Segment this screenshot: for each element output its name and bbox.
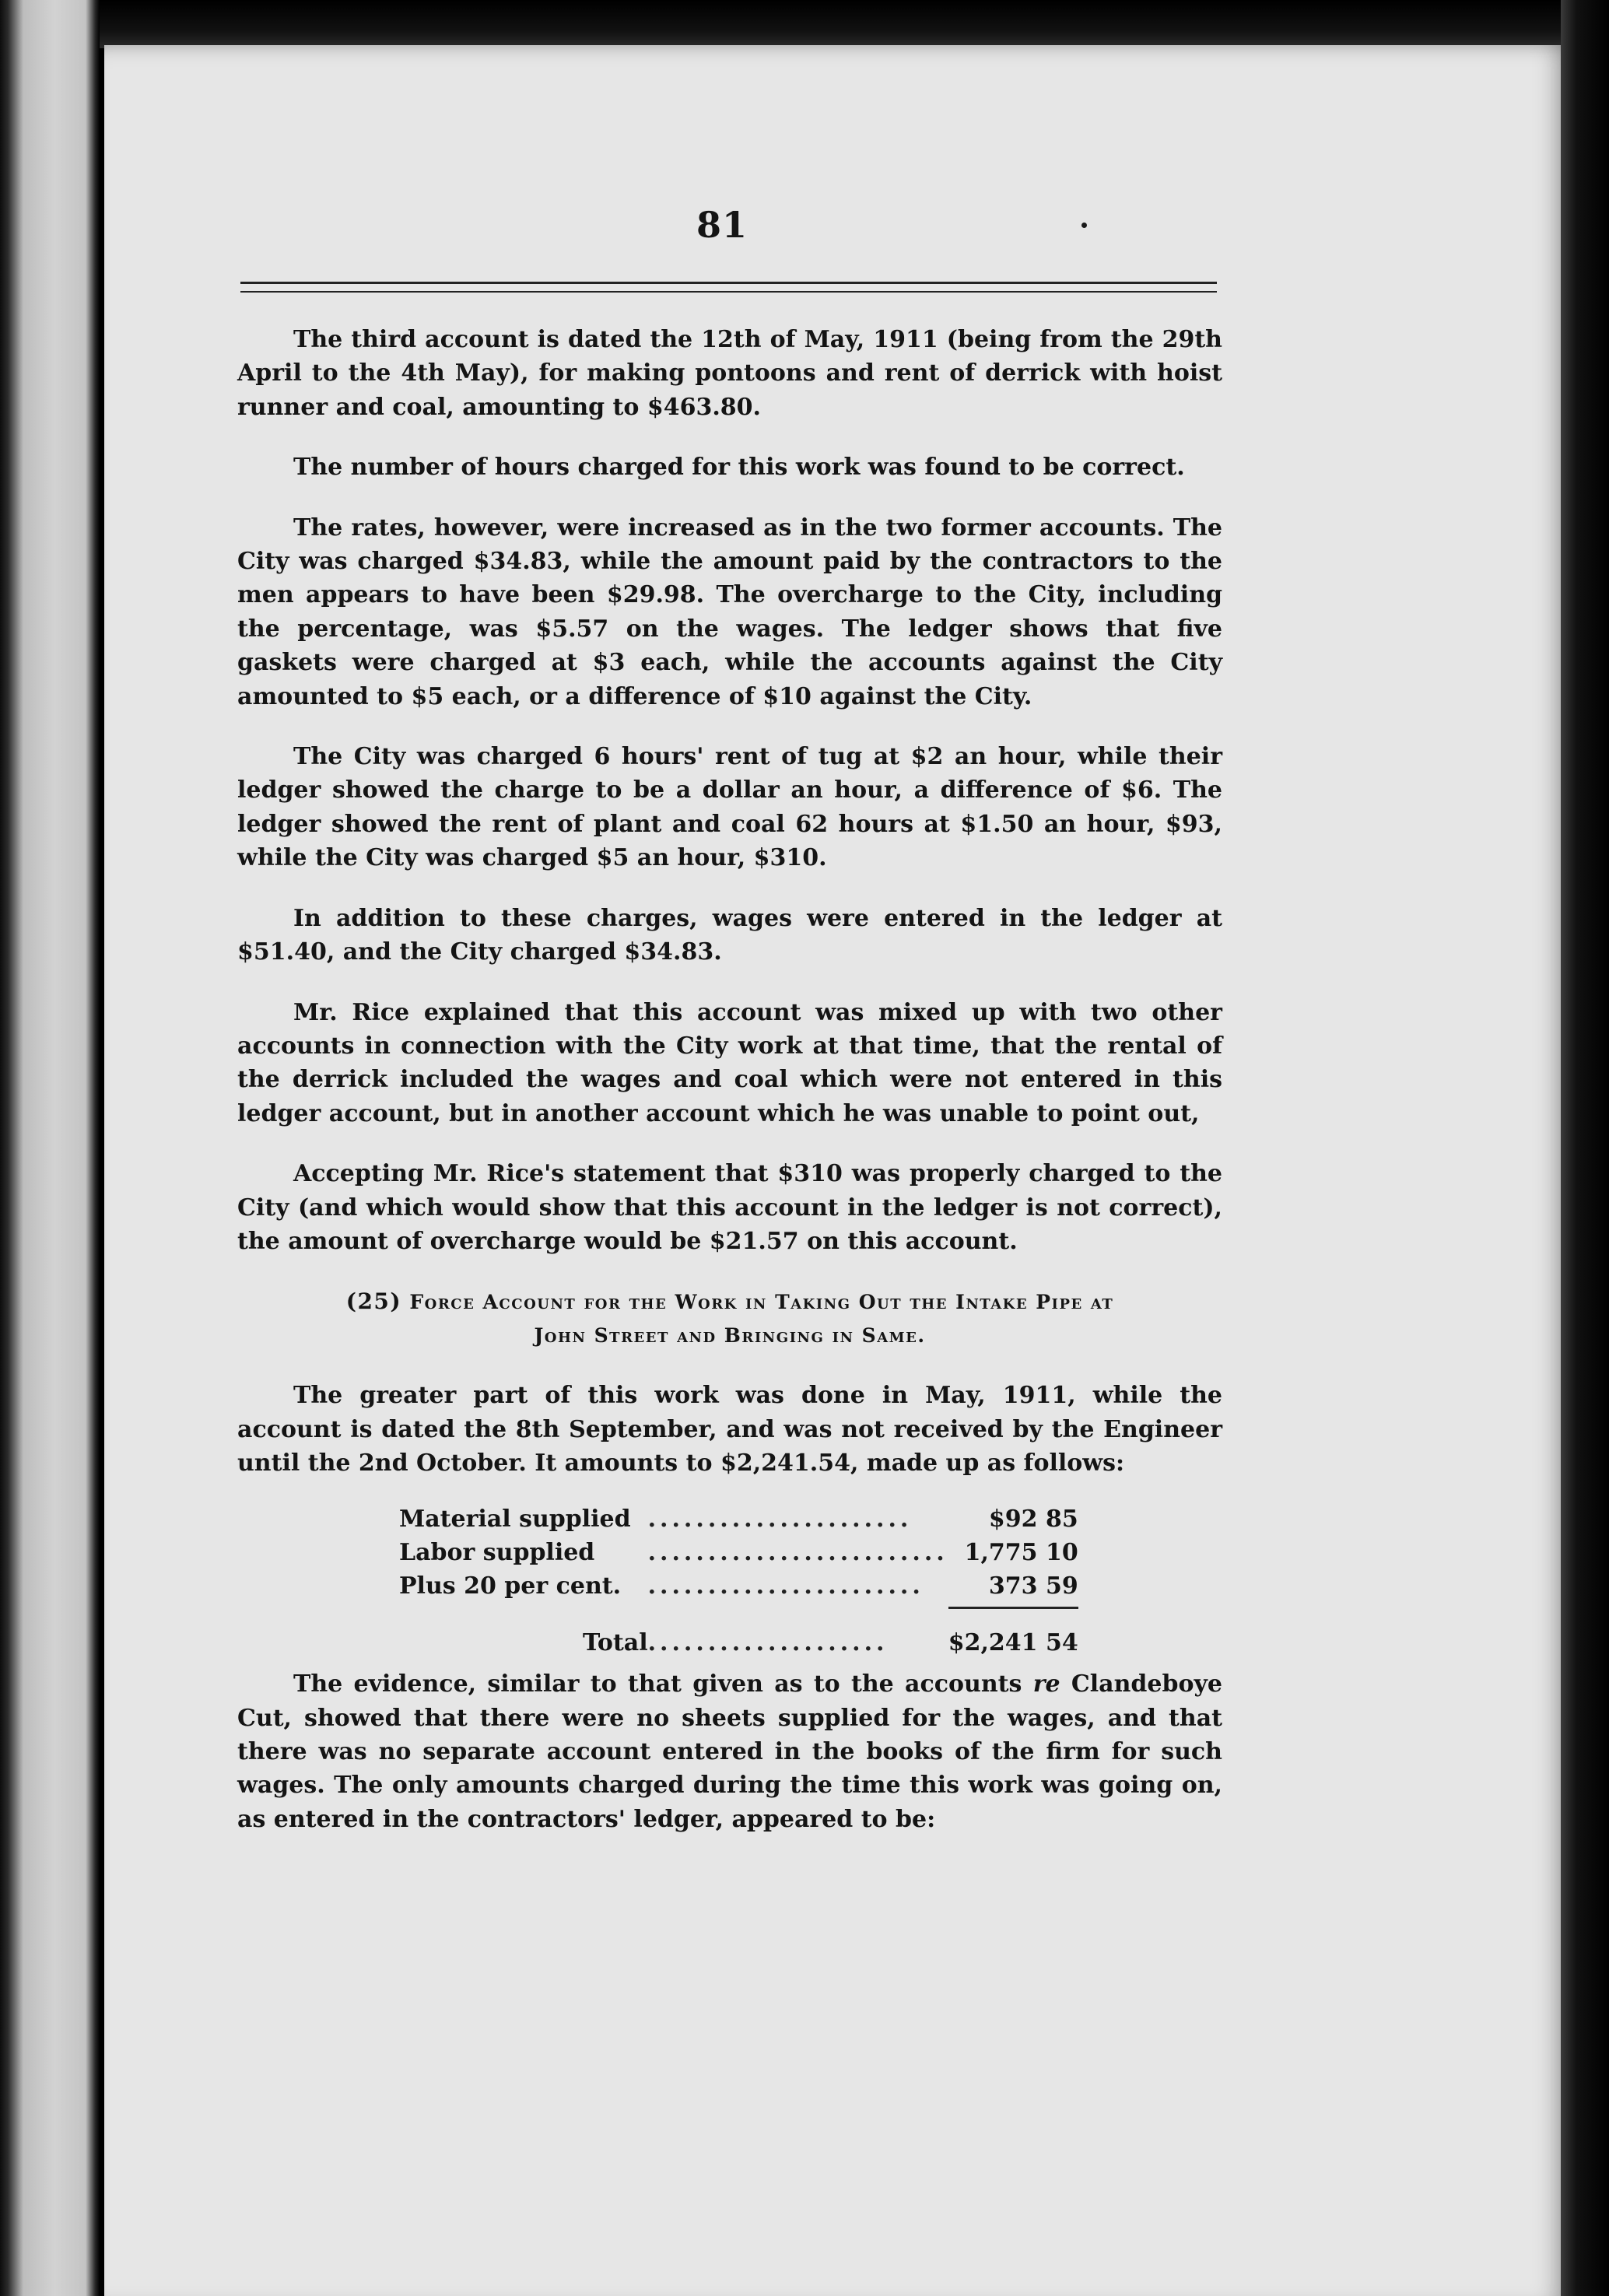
leader-dots: ....................... (647, 1572, 924, 1600)
paragraph-tug-rent: The City was charged 6 hours' rent of tug at $2 an hour, while their ledger showed the charge to be a dollar an hour, a difference of $6. The ledger showed the rent of plant and coal 62 hours at $1.50 an hour, $93, while the City was charged $5 an hour, $310. (237, 743, 1222, 872)
account-table (399, 1502, 1078, 1660)
total-row (399, 1607, 1078, 1660)
section-number: (25) (345, 1288, 402, 1315)
header-rule-top (240, 282, 1217, 284)
table-row (399, 1502, 1078, 1536)
paragraph-third-account: The third account is dated the 12th of May, 1911 (being from the 29th April to the 4th May), for making pontoons and rent of derrick with hoist runner and coal, amounting to $463.80. (237, 326, 1222, 421)
section-heading-line2: John Street and Bringing in Same. (534, 1324, 926, 1348)
leader-dots: ...................... (647, 1505, 913, 1533)
scan-right-border (1561, 0, 1609, 2296)
table-row (399, 1569, 1078, 1607)
row-amount: 1,775 10 (964, 1538, 1078, 1566)
paragraph-rice-explanation: Mr. Rice explained that this account was mixed up with two other accounts in connection with the City work at that time, that the rental of the derrick included the wages and coal which were not entered in this ledger account, but in another account which he was unable to point out, (237, 998, 1222, 1127)
scan-top-border (0, 0, 1609, 48)
total-label: Total (583, 1628, 648, 1656)
page-body (237, 323, 1222, 1863)
leader-dots: .................... (647, 1628, 889, 1656)
leader-dots: ......................... (647, 1538, 948, 1566)
paragraph-rates-increased: The rates, however, were increased as in the two former accounts. The City was charged $34.83, while the amount paid by the contractors to the men appears to have been $29.98. The overcharge to the City, including the percentage, was $5.57 on the wages. The ledger shows that five gaskets were charged at $3 each, while the accounts against the City amounted to $5 each, or a difference of $10 against the City. (237, 514, 1222, 710)
section-heading (237, 1285, 1222, 1352)
table-row (399, 1536, 1078, 1569)
paragraph-wages-entered: In addition to these charges, wages were entered in the ledger at $51.40, and the City charged $34.83. (237, 904, 1222, 966)
row-label: Labor supplied (399, 1538, 595, 1566)
evidence-italic-re: re (1032, 1670, 1060, 1698)
section-heading-line1: Force Account for the Work in Taking Out the Intake Pipe at (409, 1291, 1114, 1314)
evidence-text-end: Clandeboye Cut, showed that there were no sheets supplied for the wages, and that there was no separate account entered in the books of the firm for such wages. The only amounts charged during the time this work was going on, as entered in the contractors' ledger, appeared to be: (237, 1670, 1222, 1833)
evidence-text-start: The evidence, similar to that given as to the accounts (293, 1670, 1033, 1698)
row-label: Material supplied (399, 1505, 631, 1533)
row-amount: 373 59 (948, 1569, 1078, 1607)
paragraph-hours-correct: The number of hours charged for this work was found to be correct. (293, 454, 1185, 482)
paragraph-overcharge: Accepting Mr. Rice's statement that $310 was properly charged to the City (and which would show that this account in the ledger is not correct), the amount of overcharge would be $21.57 on this account. (237, 1160, 1222, 1255)
paragraph-evidence (237, 1667, 1222, 1836)
total-amount: $2,241 54 (948, 1628, 1078, 1656)
row-amount: $92 85 (988, 1505, 1078, 1533)
row-label: Plus 20 per cent. (399, 1572, 622, 1600)
header-rule-bottom (240, 291, 1217, 293)
page-number: 81 (696, 204, 748, 246)
print-speck (1081, 223, 1087, 228)
facing-page-edge (0, 0, 100, 2296)
paragraph-section-intro: The greater part of this work was done in May, 1911, while the account is dated the 8th September, and was not received by the Engineer until the 2nd October. It amounts to $2,241.54, made up as follows: (237, 1382, 1222, 1478)
